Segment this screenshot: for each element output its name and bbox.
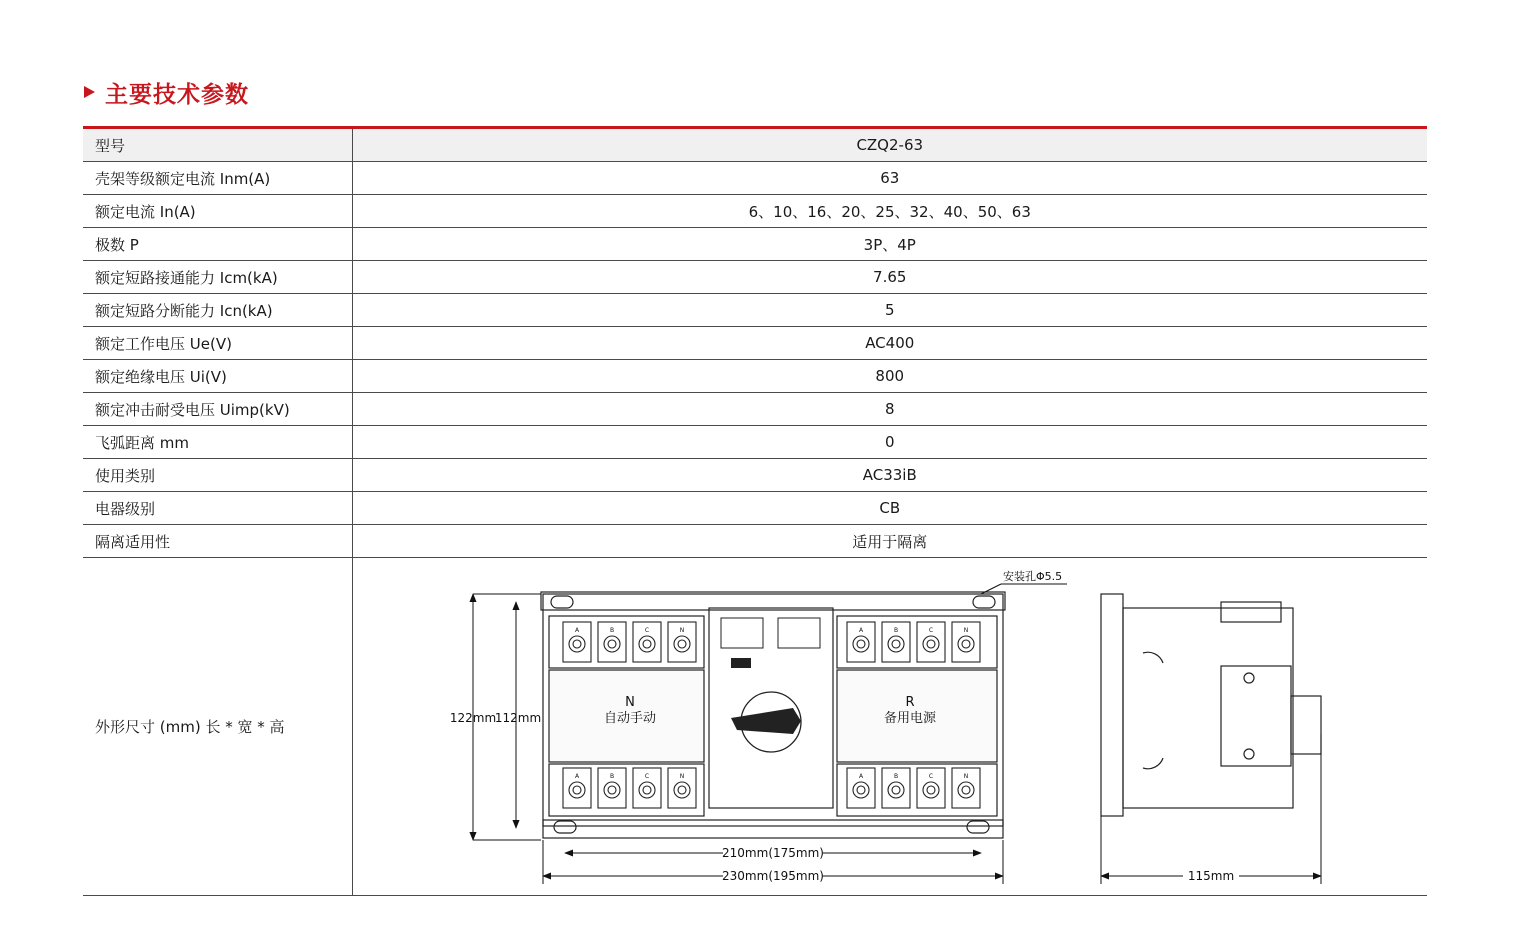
screw-head-icon xyxy=(678,786,686,794)
param-value: 6、10、16、20、25、32、40、50、63 xyxy=(352,195,1427,228)
terminal-label: A xyxy=(574,773,579,780)
param-value: CB xyxy=(352,492,1427,525)
screw-icon xyxy=(639,636,655,652)
screw-head-icon xyxy=(892,640,900,648)
param-label: 额定绝缘电压 Ui(V) xyxy=(83,360,352,393)
header-label: 型号 xyxy=(83,128,352,162)
height-outer-label: 122mm xyxy=(449,711,496,725)
header-value: CZQ2-63 xyxy=(352,128,1427,162)
depth-label: 115mm xyxy=(1187,869,1234,883)
terminal-label: C xyxy=(928,773,933,780)
rotary-handle xyxy=(721,618,820,752)
screw-head-icon xyxy=(643,786,651,794)
param-label: 额定冲击耐受电压 Uimp(kV) xyxy=(83,393,352,426)
left-module-letter: N xyxy=(624,695,635,710)
terminal-label: N xyxy=(679,627,684,634)
left-module-label: 自动手动 xyxy=(603,711,656,726)
terminal-label: A xyxy=(574,627,579,634)
param-label: 极数 P xyxy=(83,228,352,261)
param-label: 额定电流 In(A) xyxy=(83,195,352,228)
terminal-label: C xyxy=(644,627,649,634)
param-value: 5 xyxy=(352,294,1427,327)
screw-head-icon xyxy=(608,786,616,794)
table-row xyxy=(83,327,1427,360)
mount-hole-label: 安装孔Φ5.5 xyxy=(1002,570,1062,583)
table-row xyxy=(83,360,1427,393)
right-module-label: 备用电源 xyxy=(883,711,936,726)
terminal-label: B xyxy=(893,773,898,780)
screw-icon xyxy=(569,782,585,798)
param-value: 3P、4P xyxy=(352,228,1427,261)
screw-head-icon xyxy=(962,640,970,648)
param-label: 额定工作电压 Ue(V) xyxy=(83,327,352,360)
screw-head-icon xyxy=(857,786,865,794)
right-module-letter: R xyxy=(904,695,915,710)
screw-icon xyxy=(604,636,620,652)
screw-icon xyxy=(888,636,904,652)
screw-icon xyxy=(888,782,904,798)
width-outer-label: 230mm(195mm) xyxy=(721,869,824,883)
terminal-label: N xyxy=(963,773,968,780)
param-value: 800 xyxy=(352,360,1427,393)
table-row xyxy=(83,261,1427,294)
table-row xyxy=(83,294,1427,327)
section-title: 主要技术参数 xyxy=(105,81,249,108)
screw-head-icon xyxy=(962,786,970,794)
terminal-label: A xyxy=(858,773,863,780)
param-label: 电器级别 xyxy=(83,492,352,525)
dimension-row xyxy=(83,558,1427,896)
screw-icon xyxy=(674,782,690,798)
screw-icon xyxy=(923,782,939,798)
spec-table xyxy=(83,126,1427,896)
terminal-label: N xyxy=(963,627,968,634)
screw-head-icon xyxy=(678,640,686,648)
screw-icon xyxy=(569,636,585,652)
screw-head-icon xyxy=(892,786,900,794)
screw-head-icon xyxy=(927,786,935,794)
triangle-arrow-icon xyxy=(84,86,95,98)
param-label: 额定短路分断能力 Icn(kA) xyxy=(83,294,352,327)
screw-head-icon xyxy=(573,786,581,794)
terminal-label: C xyxy=(644,773,649,780)
terminal-label: N xyxy=(679,773,684,780)
dimension-label: 外形尺寸 (mm) 长 * 宽 * 高 xyxy=(83,558,352,896)
screw-head-icon xyxy=(608,640,616,648)
screw-head-icon xyxy=(927,640,935,648)
screw-head-icon xyxy=(573,640,581,648)
screw-icon xyxy=(853,636,869,652)
terminal-label: B xyxy=(609,773,614,780)
param-value: 7.65 xyxy=(352,261,1427,294)
screw-head-icon xyxy=(857,640,865,648)
terminal-label: A xyxy=(858,627,863,634)
table-row xyxy=(83,525,1427,558)
screw-icon xyxy=(923,636,939,652)
param-label: 隔离适用性 xyxy=(83,525,352,558)
dimension-drawing xyxy=(353,558,1428,895)
screw-icon xyxy=(958,782,974,798)
screw-icon xyxy=(853,782,869,798)
table-row xyxy=(83,195,1427,228)
height-inner-label: 112mm xyxy=(494,711,541,725)
param-value: 适用于隔离 xyxy=(352,525,1427,558)
param-label: 飞弧距离 mm xyxy=(83,426,352,459)
terminal-label: B xyxy=(893,627,898,634)
param-label: 使用类别 xyxy=(83,459,352,492)
screw-icon xyxy=(958,636,974,652)
section-header xyxy=(84,76,249,108)
param-value: 63 xyxy=(352,162,1427,195)
dimension-drawing-cell xyxy=(352,558,1427,896)
table-row xyxy=(83,162,1427,195)
side-view xyxy=(1101,594,1321,816)
table-row xyxy=(83,393,1427,426)
table-row xyxy=(83,426,1427,459)
param-label: 额定短路接通能力 Icm(kA) xyxy=(83,261,352,294)
screw-icon xyxy=(604,782,620,798)
screw-icon xyxy=(674,636,690,652)
screw-head-icon xyxy=(643,640,651,648)
terminal-label: B xyxy=(609,627,614,634)
table-row xyxy=(83,459,1427,492)
table-row xyxy=(83,228,1427,261)
param-value: AC33iB xyxy=(352,459,1427,492)
width-inner-label: 210mm(175mm) xyxy=(721,846,824,860)
table-header-row xyxy=(83,128,1427,162)
terminal-label: C xyxy=(928,627,933,634)
screw-icon xyxy=(639,782,655,798)
param-value: AC400 xyxy=(352,327,1427,360)
param-value: 0 xyxy=(352,426,1427,459)
depth-dimension xyxy=(1101,734,1321,884)
param-value: 8 xyxy=(352,393,1427,426)
param-label: 壳架等级额定电流 Inm(A) xyxy=(83,162,352,195)
table-row xyxy=(83,492,1427,525)
